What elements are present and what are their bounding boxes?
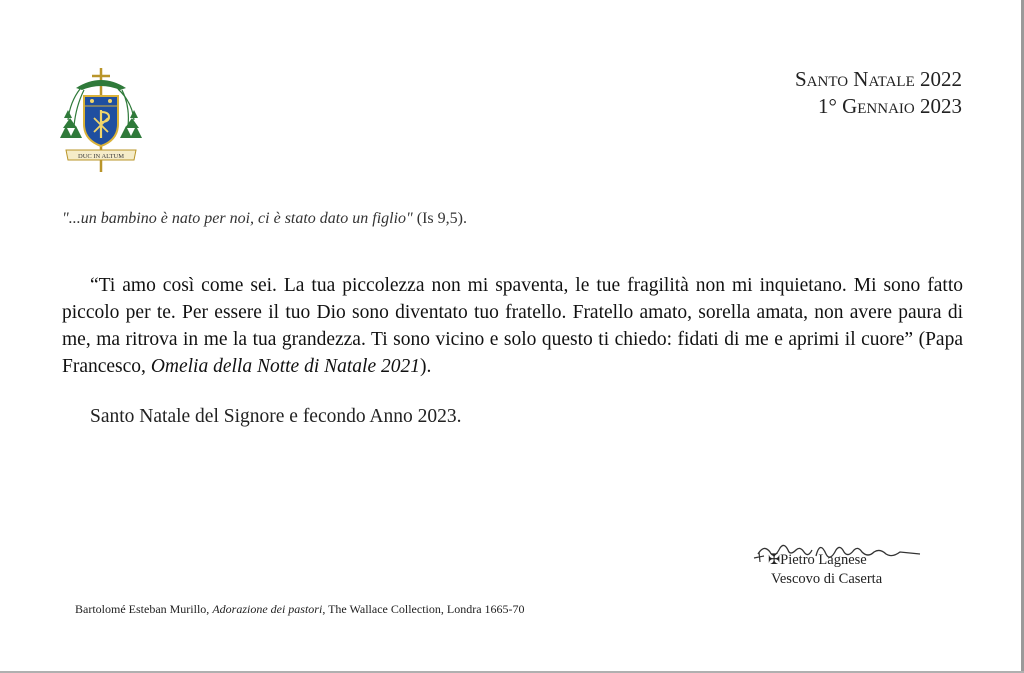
credit-author: Bartolomé Esteban Murillo, [75,602,213,616]
epigraph-reference: (Is 9,5). [412,210,467,227]
date-header [795,66,962,120]
body-closing: ). [420,356,432,377]
epigraph [62,210,622,228]
body-text: “Ti amo così come sei. La tua piccolezza non mi spaventa, le tue fragilità non mi inquietano. Mi sono fatto piccolo per te. Per essere il tuo Dio sono diventato tuo fratello. Fratello amato, sorella amata, non avere paura di me, ma ritrova in me la tua grandezza. Ti sono vicino e solo questo ti chiedo: fidati di me e aprimi il cuore” (Papa Francesco, [62,275,963,377]
holiday-wish: Santo Natale del Signore e fecondo Anno 2023. [90,406,462,427]
episcopal-coat-of-arms-logo [58,66,144,174]
signatory-name: ✠Pietro Lagnese [768,552,867,568]
date-line-new-year: 1° Gennaio 2023 [817,94,962,118]
artwork-credit [75,602,525,617]
body-source-title: Omelia della Notte di Natale 2021 [150,356,420,377]
signatory-title: Vescovo di Caserta [771,571,883,587]
date-line-christmas: Santo Natale 2022 [794,67,962,91]
epigraph-quote: "...un bambino è nato per noi, ci è stato dato un figlio" [62,210,413,227]
credit-work: Adorazione dei pastori [212,602,323,616]
greeting-body-paragraph [62,272,963,380]
credit-rest: , The Wallace Collection, Londra 1665-70 [322,602,525,616]
coat-motto-text: DUC IN ALTUM [78,153,124,160]
